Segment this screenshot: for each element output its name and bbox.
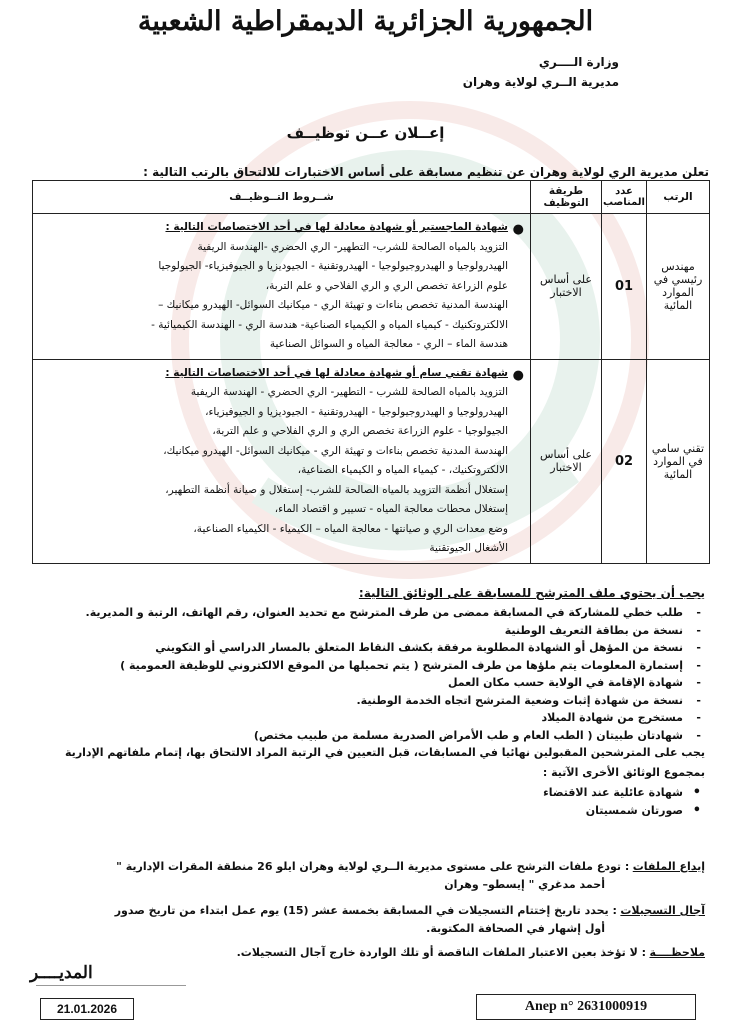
list-item: - شهادتان طبيتان ( الطب العام و طب الأمراض الصدرية مسلمة من طبيب مختص) bbox=[15, 727, 705, 745]
deadline-text: : يحدد تاريخ إختتام التسجيلات في المسابقة بخمسة عشر (15) يوم عمل ابتداء من تاريخ صدور bbox=[114, 904, 617, 917]
remark-text: : لا تؤخذ بعين الاعتبار الملفات الناقصة أو تلك الواردة خارج آجال التسجيلات. bbox=[236, 946, 646, 959]
row-count: 02 bbox=[602, 359, 647, 563]
condition-line: الهيدرولوجيا و الهيدروجيولوجيا - الهيدروتقنية - الجيوديزيا و الجيوفيزياء، bbox=[205, 405, 509, 418]
conditions-heading: شهادة الماجستير أو شهادة معادلة لها في أحد الاختصاصات التالية : bbox=[165, 221, 509, 233]
signature-line bbox=[36, 985, 186, 986]
condition-line: هندسة الماء – الري - معالجة المياه و السوائل الصناعية bbox=[269, 338, 509, 350]
bullet-icon: ● bbox=[512, 222, 525, 237]
list-item: - نسخة من المؤهل أو الشهادة المطلوبة مرفقة بكشف النقاط المتعلق بالمسار الدراسي أو التكويني bbox=[15, 639, 705, 657]
condition-line: الالكتروتكنيك، - كيمياء المياه و الكيمياء الصناعية، bbox=[297, 464, 509, 476]
condition-line: الهندسة المدنية تخصص بناءات و تهيئة الري - ميكانيك السوائل- الهيدرو ميكانيك – bbox=[158, 299, 509, 311]
list-item: • شهادة عائلية عند الاقتضاء bbox=[15, 784, 705, 802]
after-note-2: بمجموع الوثائق الأخرى الآتية : bbox=[542, 766, 705, 779]
posts-table bbox=[32, 180, 710, 564]
list-item: - نسخة من بطاقة التعريف الوطنية bbox=[15, 622, 705, 640]
republic-title: الجمهورية الجزائرية الديمقراطية الشعبية bbox=[137, 6, 594, 37]
anep-number: Anep n° 2631000919 bbox=[476, 994, 696, 1020]
documents-title: يجب أن يحتوي ملف المترشح للمسابقة على الوثائق التالية: bbox=[358, 586, 705, 600]
director-signature: المديــــر bbox=[30, 963, 93, 983]
condition-line: الالكتروتكنيك - كيمياء المياه و الكيمياء الصناعية- هندسة الري - الهندسة الكيميائية - bbox=[151, 318, 509, 331]
list-item: - مستخرج من شهادة الميلاد bbox=[15, 709, 705, 727]
remark-block bbox=[15, 944, 705, 962]
condition-line: التزويد بالمياه الصالحة للشرب - التطهير- الري الحضري - الهندسة الريفية bbox=[190, 386, 509, 398]
list-item: • صورتان شمسيتان bbox=[15, 802, 705, 820]
table-row bbox=[33, 359, 710, 563]
deposit-text-2: أحمد مدغري " إيسطو– وهران bbox=[444, 878, 605, 891]
header-conditions: شــروط التــوظيــف bbox=[33, 181, 531, 214]
announcement-title: إعــلان عــن توظيــف bbox=[286, 124, 445, 142]
condition-line: الهندسة المدنية تخصص بناءات و تهيئة الري - ميكانيك السوائل- الهيدرو ميكانيك، bbox=[163, 444, 509, 457]
ministry-name: وزارة الــــري bbox=[538, 55, 619, 69]
row-method: على أساس الاختبار bbox=[531, 359, 602, 563]
row-count: 01 bbox=[602, 214, 647, 360]
intro-text: تعلن مديرية الري لولاية وهران عن تنظيم مسابقة على أساس الاختبارات للالتحاق بالرتب التالية : bbox=[143, 165, 709, 179]
condition-line: التزويد بالمياه الصالحة للشرب- التطهير- الري الحضري -الهندسة الريفية bbox=[197, 240, 509, 253]
list-item: - طلب خطي للمشاركة في المسابقة ممضى من طرف المترشح مع تحديد العنوان، رقم الهاتف، الرتبة و المديرية. bbox=[15, 604, 705, 622]
documents-list bbox=[15, 604, 705, 819]
list-item: - شهادة الإقامة في الولاية حسب مكان العمل bbox=[15, 674, 705, 692]
bullet-icon: ● bbox=[512, 367, 525, 383]
deposit-block bbox=[15, 858, 705, 894]
condition-line: إستغلال محطات معالجة المياه - تسيير و اقتصاد الماء، bbox=[274, 503, 509, 515]
deadline-block bbox=[15, 902, 705, 938]
condition-line: إستغلال أنظمة التزويد بالمياه الصالحة للشرب- إستغلال و صيانة أنظمة التطهير، bbox=[165, 483, 509, 496]
row-conditions bbox=[33, 359, 531, 563]
row-conditions bbox=[33, 214, 531, 360]
condition-line: وضع معدات الري و صيانتها - معالجة المياه – الكيمياء - الكيمياء الصناعية، bbox=[193, 522, 509, 535]
remark-label: ملاحظــــة bbox=[649, 946, 705, 959]
condition-line: علوم الزراعة تخصص الري و الري الفلاحي و علم التربة، bbox=[265, 279, 509, 292]
condition-line: الأشغال الجيوتقنية bbox=[429, 542, 509, 554]
deadline-label: آجال التسجيلات bbox=[620, 904, 705, 917]
ministry-block bbox=[463, 52, 619, 92]
after-note: يجب على المترشحين المقبولين نهائيا في المسابقات، قبل التعيين في الرتبة المراد الالتحاق بها، إتمام ملفاتهم الإدارية bbox=[65, 746, 705, 759]
row-grade: مهندس رئيسي في الموارد المائية bbox=[647, 214, 710, 360]
list-item: - نسخة من شهادة إثبات وضعية المترشح اتجاه الخدمة الوطنية. bbox=[15, 692, 705, 710]
deadline-text-2: أول إشهار في الصحافة المكتوبة. bbox=[426, 922, 605, 935]
header-method: طريقة التوظيف bbox=[531, 181, 602, 214]
condition-line: الجيولوجيا - علوم الزراعة تخصص الري و الري الفلاحي و علم التربة، bbox=[212, 425, 509, 437]
deposit-label: إيداع الملفات bbox=[632, 860, 705, 873]
table-row bbox=[33, 214, 710, 360]
list-item: - إستمارة المعلومات يتم ملؤها من طرف المترشح ( يتم تحميلها من الموقع الالكتروني للوظيفة العمومية ) bbox=[15, 657, 705, 675]
directorate-name: مديرية الــري لولاية وهران bbox=[462, 75, 619, 89]
conditions-heading: شهادة تقني سام أو شهادة معادلة لها في أحد الاختصاصات التالية : bbox=[165, 366, 509, 379]
table-header-row bbox=[33, 181, 710, 214]
row-grade: تقني سامي في الموارد المائية bbox=[647, 359, 710, 563]
publication-date: 21.01.2026 bbox=[40, 998, 134, 1020]
condition-line: الهيدرولوجيا و الهيدروجيولوجيا - الهيدروتقنية - الجيوديزيا و الجيوفيزياء- الجيولوجيا bbox=[158, 260, 509, 272]
header-grade: الرتب bbox=[647, 181, 710, 214]
row-method: على أساس الاختبار bbox=[531, 214, 602, 360]
deposit-text: : تودع ملفات الترشح على مستوى مديرية الــري لولاية وهران ايلو 26 منطقة المقرات الإدارية " bbox=[116, 860, 630, 873]
header-count: عدد المناصب bbox=[602, 181, 647, 214]
